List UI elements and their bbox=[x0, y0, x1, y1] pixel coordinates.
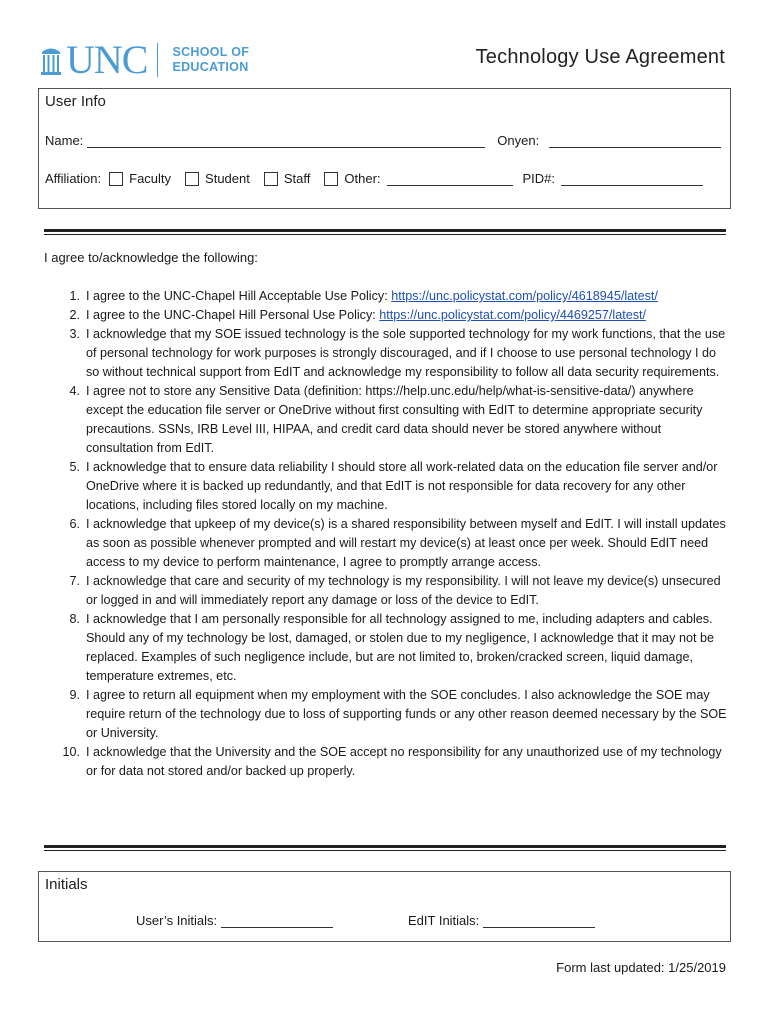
other-field[interactable] bbox=[387, 171, 513, 186]
school-line-2: EDUCATION bbox=[172, 60, 249, 74]
logo-separator bbox=[157, 43, 158, 77]
student-option[interactable] bbox=[185, 171, 250, 186]
item-number: 10. bbox=[62, 745, 80, 759]
document-title: Technology Use Agreement bbox=[475, 46, 725, 68]
user-info-title: User Info bbox=[45, 93, 106, 110]
school-name bbox=[172, 45, 249, 75]
item-text: I acknowledge that care and security of my technology is my responsibility. I will not leave my device(s) unsecured or logged in and will immediately report any damage or loss of the device to EdIT. bbox=[86, 574, 721, 607]
staff-option[interactable] bbox=[264, 171, 311, 186]
initials-title: Initials bbox=[45, 876, 88, 893]
initials-box bbox=[38, 871, 731, 942]
old-well-icon bbox=[40, 44, 62, 76]
item-number: 7. bbox=[69, 574, 80, 588]
item-text: I agree to the UNC-Chapel Hill Acceptable Use Policy: bbox=[86, 289, 392, 303]
agreement-item bbox=[69, 686, 728, 743]
item-text: I acknowledge that upkeep of my device(s) is a shared responsibility between myself and EdIT. I will install updates as soon as possible whenever prompted and will restart my device(s) at least once per week. Should EdIT need access to my device to perform maintenance, I agree to promptly arrange access. bbox=[86, 517, 726, 569]
name-label: Name: bbox=[45, 133, 84, 148]
agreement-item bbox=[69, 515, 728, 572]
item-number: 6. bbox=[69, 517, 80, 531]
faculty-label: Faculty bbox=[129, 171, 172, 186]
user-initials-row bbox=[136, 913, 333, 928]
user-info-box bbox=[38, 88, 731, 209]
item-text: I acknowledge that to ensure data reliability I should store all work-related data on the education file server and/or OneDrive where it is backed up redundantly, and that EdIT is not responsible for data recovery for any other locations, including files stored locally on my machine. bbox=[86, 460, 718, 512]
item-number: 8. bbox=[69, 612, 80, 626]
item-text: I acknowledge that my SOE issued technology is the sole supported technology for my work functions, that the use of personal technology for work purposes is strongly discouraged, and if I choose to use personal technology I do so without technical support from EdIT and acknowledge my responsibility to follow all data security requirements. bbox=[86, 327, 726, 379]
agreement-item bbox=[69, 306, 728, 325]
agreement-intro: I agree to/acknowledge the following: bbox=[44, 250, 258, 265]
agreement-list bbox=[44, 287, 728, 781]
item-text: I agree to return all equipment when my employment with the SOE concludes. I also acknowledge the SOE may require return of the technology due to loss of supporting funds or any other reason deemed necessary by the SOE or University. bbox=[86, 688, 727, 740]
staff-label: Staff bbox=[283, 171, 311, 186]
edit-initials-row bbox=[408, 913, 595, 928]
top-divider bbox=[44, 229, 726, 235]
faculty-checkbox[interactable] bbox=[109, 172, 123, 186]
edit-initials-label: EdIT Initials: bbox=[408, 913, 480, 928]
item-text: I acknowledge that I am personally responsible for all technology assigned to me, including adapters and cables. Should any of my technology be lost, damaged, or stolen due to my negligence, I acknowledge that it may not be replaced. Examples of such negligence include, but are not limited to, broken/cracked screen, liquid damage, temperature extremes, etc. bbox=[86, 612, 714, 683]
agreement-item bbox=[69, 325, 728, 382]
form-updated-date: Form last updated: 1/25/2019 bbox=[556, 960, 726, 975]
pid-label: PID#: bbox=[522, 171, 556, 186]
item-number: 9. bbox=[69, 688, 80, 702]
agreement-item bbox=[69, 610, 728, 686]
item-number: 5. bbox=[69, 460, 80, 474]
faculty-option[interactable] bbox=[109, 171, 171, 186]
student-checkbox[interactable] bbox=[185, 172, 199, 186]
agreement-item bbox=[69, 382, 728, 458]
logo-wordmark: UNC bbox=[66, 37, 148, 82]
pid-field[interactable] bbox=[561, 171, 703, 186]
onyen-label: Onyen: bbox=[497, 133, 540, 148]
item-number: 2. bbox=[69, 308, 80, 322]
policy-link[interactable]: https://unc.policystat.com/policy/4618945/latest/ bbox=[391, 289, 658, 303]
agreement-item bbox=[69, 458, 728, 515]
bottom-divider bbox=[44, 845, 726, 851]
edit-initials-field[interactable] bbox=[483, 913, 595, 928]
item-text: I acknowledge that the University and the SOE accept no responsibility for any unauthorized use of my technology or for data not stored and/or backed up properly. bbox=[86, 745, 722, 778]
item-text: I agree to the UNC-Chapel Hill Personal Use Policy: bbox=[86, 308, 380, 322]
school-line-1: SCHOOL OF bbox=[172, 45, 250, 59]
user-initials-field[interactable] bbox=[221, 913, 333, 928]
unc-logo bbox=[40, 37, 250, 82]
item-number: 1. bbox=[69, 289, 80, 303]
policy-link[interactable]: https://unc.policystat.com/policy/4469257/latest/ bbox=[379, 308, 646, 322]
staff-checkbox[interactable] bbox=[264, 172, 278, 186]
agreement-item bbox=[69, 287, 728, 306]
onyen-field[interactable] bbox=[549, 133, 721, 148]
other-checkbox[interactable] bbox=[324, 172, 338, 186]
affiliation-row bbox=[45, 171, 703, 186]
other-label: Other: bbox=[344, 171, 381, 186]
name-onyen-row bbox=[45, 133, 721, 148]
agreement-item bbox=[62, 743, 728, 781]
item-number: 3. bbox=[69, 327, 80, 341]
student-label: Student bbox=[205, 171, 250, 186]
agreement-item bbox=[69, 572, 728, 610]
item-number: 4. bbox=[69, 384, 80, 398]
other-option[interactable] bbox=[324, 171, 380, 186]
affiliation-label: Affiliation: bbox=[45, 171, 102, 186]
user-initials-label: User’s Initials: bbox=[136, 913, 218, 928]
item-text: I agree not to store any Sensitive Data (definition: https://help.unc.edu/help/what-is-sensitive-data/) anywhere except the education file server or OneDrive without first consulting with EdIT to determine appropriate security precautions. SSNs, IRB Level III, HIPAA, and credit card data should never be stored anywhere without consultation from EdIT. bbox=[86, 384, 703, 455]
name-field[interactable] bbox=[87, 133, 485, 148]
